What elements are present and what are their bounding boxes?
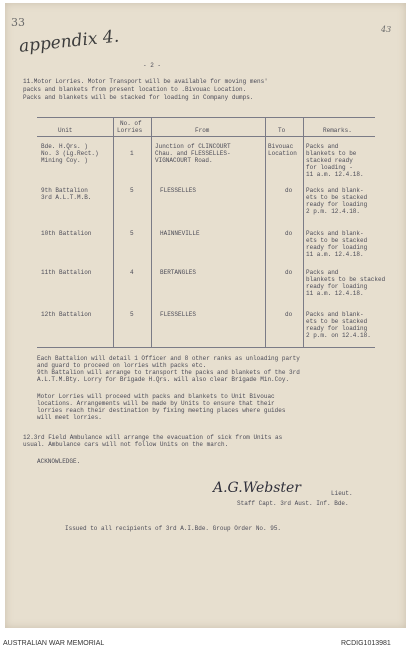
row-from: BERTANGLES (160, 269, 197, 276)
row-lorries: 1 (130, 150, 134, 157)
row-remarks: blankets to be stacked (306, 276, 386, 283)
row-to: Bivouac (268, 143, 294, 150)
para-b-line-2: locations. Arrangements will be made by Units to ensure that their (37, 400, 275, 407)
row-unit: Bde. H.Qrs. ) (41, 143, 88, 150)
acknowledge: ACKNOWLEDGE. (37, 458, 81, 465)
footer-record-id: RCDIG1013981 (341, 640, 391, 647)
row-from: FLESSELLES (160, 311, 197, 318)
header-lorries-line-2: Lorries (117, 127, 143, 134)
para-b-line-1: Motor Lorries will proceed with packs and blankets to Unit Bivouac (37, 393, 275, 400)
signature-rank: Lieut. (331, 490, 353, 497)
table-bottom-rule (37, 347, 375, 348)
row-to: do (285, 230, 293, 237)
row-from: Junction of CLINCOURT (155, 143, 231, 150)
row-remarks: blankets to be (306, 150, 357, 157)
row-lorries: 5 (130, 230, 134, 237)
table-divider-2 (151, 117, 152, 347)
row-remarks: ready for loading (306, 201, 368, 208)
para11-line-1: 11.Motor Lorries. Motor Transport will be available for moving mens' (23, 78, 268, 85)
header-unit: Unit (58, 127, 73, 134)
row-remarks: 2 p.m. on 12.4.18. (306, 332, 371, 339)
row-to: do (285, 269, 293, 276)
row-to: do (285, 187, 293, 194)
folio-number-right: 43 (381, 25, 392, 34)
para-b-line-4: will meet lorries. (37, 414, 102, 421)
row-remarks: ets to be stacked (306, 194, 368, 201)
row-lorries: 5 (130, 311, 134, 318)
row-remarks: ready for loading (306, 244, 368, 251)
signature-title: Staff Capt. 3rd Aust. Inf. Bde. (237, 500, 349, 507)
header-lorries-line-1: No. of (120, 120, 142, 127)
row-lorries: 4 (130, 269, 134, 276)
row-from: FLESSELLES (160, 187, 197, 194)
row-unit: 3rd A.L.T.M.B. (41, 194, 92, 201)
table-divider-1 (113, 117, 114, 347)
row-lorries: 5 (130, 187, 134, 194)
para-a-line-3: 9th Battalion will arrange to transport the packs and blankets of the 3rd (37, 369, 300, 376)
row-remarks: 11 a.m. 12.4.18. (306, 251, 364, 258)
table-top-rule (37, 117, 375, 118)
row-remarks: Packs and (306, 269, 339, 276)
row-unit: 10th Battalion (41, 230, 92, 237)
header-from: From (195, 127, 210, 134)
row-unit: 11th Battalion (41, 269, 92, 276)
row-remarks: 11 a.m. 12.4.18. (306, 171, 364, 178)
row-from: VIGNACOURT Road. (155, 157, 213, 164)
para-a-line-2: and guard to proceed on lorries with packs etc. (37, 362, 207, 369)
row-remarks: for loading - (306, 164, 353, 171)
row-remarks: 2 p.m. 12.4.18. (306, 208, 361, 215)
para-b-line-3: lorries reach their destination by fixing meeting places where guides (37, 407, 286, 414)
row-from: HAINNEVILLE (160, 230, 200, 237)
row-remarks: ready for loading (306, 325, 368, 332)
row-remarks: Packs and blank- (306, 230, 364, 237)
row-remarks: ready for loading (306, 283, 368, 290)
row-remarks: Packs and blank- (306, 311, 364, 318)
para-12-line-1: 12.3rd Field Ambulance will arrange the evacuation of sick from Units as (23, 434, 283, 441)
row-remarks: Packs and (306, 143, 339, 150)
document-sheet (5, 3, 406, 628)
row-remarks: ets to be stacked (306, 237, 368, 244)
para11-line-3: Packs and blankets will be stacked for loading in Company dumps. (23, 94, 254, 101)
row-from: Chau. and FLESSELLES- (155, 150, 231, 157)
para-12-line-2: usual. Ambulance cars will not follow Units on the march. (23, 441, 229, 448)
row-remarks: stacked ready (306, 157, 353, 164)
table-divider-3 (265, 117, 266, 347)
footer-archive-name: AUSTRALIAN WAR MEMORIAL (3, 640, 105, 647)
para11-line-2: packs and blankets from present location to .Bivouac Location. (23, 86, 247, 93)
page-number: - 2 - (143, 62, 162, 69)
header-to: To (278, 127, 286, 134)
row-to: Location (268, 150, 297, 157)
row-unit: No. 3 (Lg.Rect.) (41, 150, 99, 157)
header-remarks: Remarks. (323, 127, 352, 134)
para-a-line-1: Each Battalion will detail 1 Officer and 8 other ranks as unloading party (37, 355, 300, 362)
appendix-annotation: appendix 4. (18, 26, 120, 57)
issued-line: Issued to all recipients of 3rd A.I.Bde. Group Order No. 95. (65, 525, 282, 532)
row-unit: 9th Battalion (41, 187, 88, 194)
table-divider-4 (303, 117, 304, 347)
signature: A.G.Webster (213, 480, 301, 496)
row-unit: 12th Battalion (41, 311, 92, 318)
folio-number-left: 33 (11, 16, 25, 29)
row-unit: Mining Coy. ) (41, 157, 88, 164)
table-header-rule (37, 136, 375, 137)
row-remarks: ets to be stacked (306, 318, 368, 325)
row-remarks: 11 a.m. 12.4.18. (306, 290, 364, 297)
row-to: do (285, 311, 293, 318)
row-remarks: Packs and blank- (306, 187, 364, 194)
para-a-line-4: A.L.T.M.Bty. Lorry for Brigade H.Qrs. will also clear Brigade Min.Coy. (37, 376, 290, 383)
